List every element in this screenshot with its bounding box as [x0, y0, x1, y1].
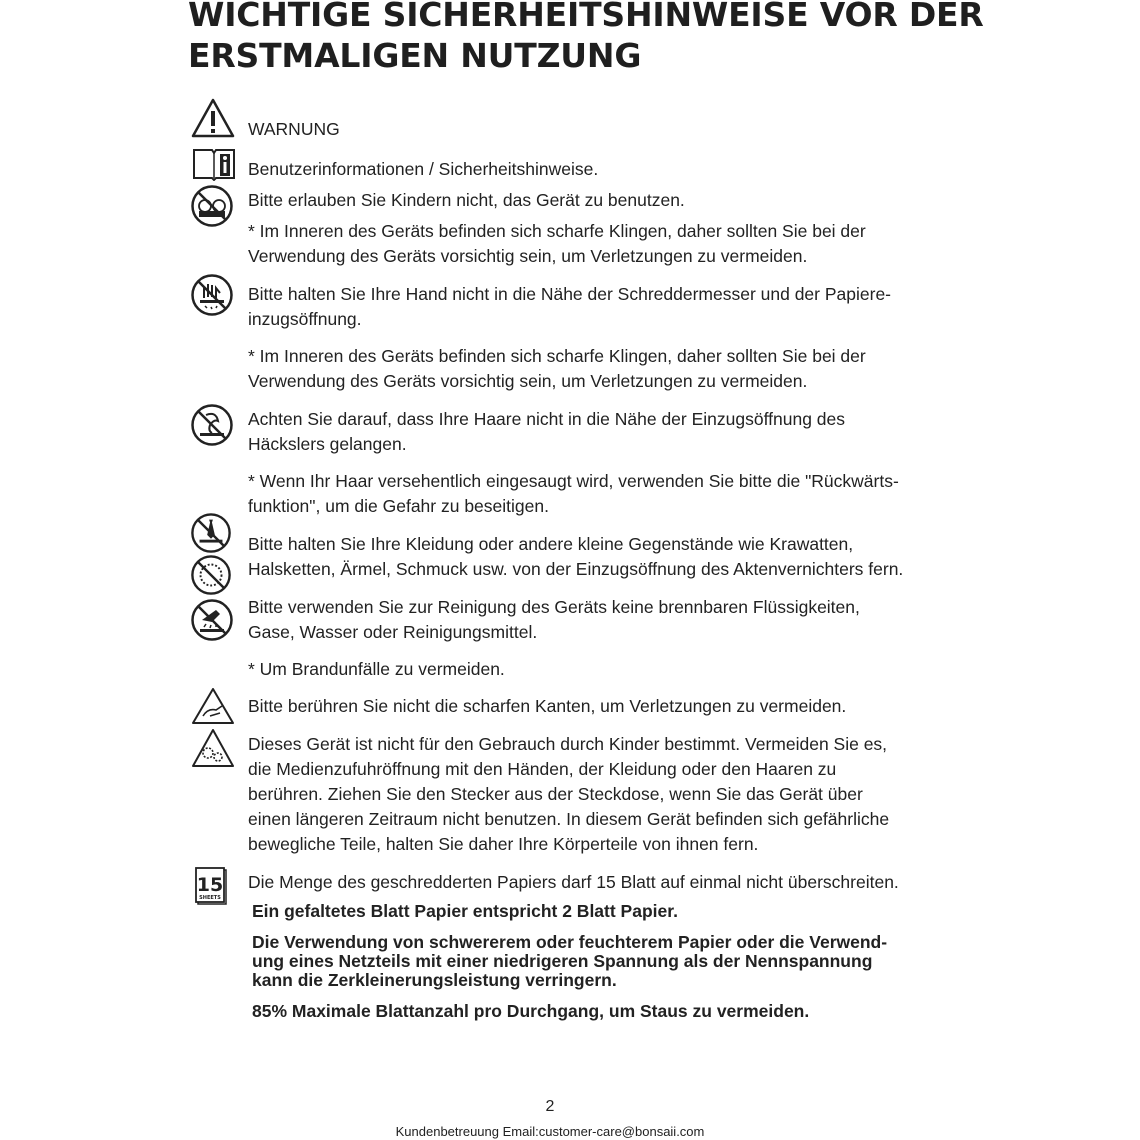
title-line-1: WICHTIGE SICHERHEITSHINWEISE VOR DER [188, 0, 984, 34]
sheets-icon-number: 15 [196, 874, 224, 896]
max-sheets-note: 85% Maximale Blattanzahl pro Durchgang, um Staus zu vermeiden. [252, 1001, 810, 1021]
edges-warning: Bitte berühren Sie nicht die scharfen Kanten, um Verletzungen zu vermeiden. [248, 696, 847, 716]
children-warning: Bitte erlauben Sie Kindern nicht, das Gerät zu benutzen. [248, 190, 685, 210]
manual-info-icon [191, 147, 237, 181]
heavy-paper-line-3: kann die Zerkleinerungsleistung verringern. [252, 970, 617, 990]
clothing-warning-line-1: Bitte halten Sie Ihre Kleidung oder andere kleine Gegenstände wie Krawatten, [248, 534, 854, 554]
page-title [188, 0, 984, 76]
no-children-icon [190, 184, 234, 228]
moving-parts-line-2: die Medienzufuhröffnung mit den Händen, der Kleidung oder den Haaren zu [248, 759, 837, 779]
hair-warning-line-1: Achten Sie darauf, dass Ihre Haare nicht in die Nähe der Einzugsöffnung des [248, 409, 845, 429]
blades-note-2-line-1: * Im Inneren des Geräts befinden sich scharfe Klingen, daher sollten Sie bei der [248, 346, 866, 366]
page-number: 2 [545, 1098, 555, 1115]
no-necklace-icon [190, 554, 232, 596]
sharp-edges-icon [190, 686, 236, 726]
moving-parts-line-4: einen längeren Zeitraum nicht benutzen. In diesem Gerät befinden sich gefährliche [248, 809, 890, 829]
user-info-text: Benutzerinformationen / Sicherheitshinweise. [248, 159, 599, 179]
moving-parts-line-3: berühren. Ziehen Sie den Stecker aus der Steckdose, wenn Sie das Gerät über [248, 784, 863, 804]
hair-note-line-2: funktion", um die Gefahr zu beseitigen. [248, 496, 549, 516]
cleaning-warning-line-1: Bitte verwenden Sie zur Reinigung des Geräts keine brennbaren Flüssigkeiten, [248, 597, 860, 617]
blades-note-1-line-1: * Im Inneren des Geräts befinden sich scharfe Klingen, daher sollten Sie bei der [248, 221, 866, 241]
moving-parts-line-1: Dieses Gerät ist nicht für den Gebrauch durch Kinder bestimmt. Vermeiden Sie es, [248, 734, 888, 754]
no-tie-icon [190, 512, 232, 554]
sheets-icon-label: SHEETS [199, 895, 221, 901]
moving-parts-line-5: bewegliche Teile, halten Sie daher Ihre Körperteile von ihnen fern. [248, 834, 759, 854]
blades-note-1-line-2: Verwendung des Geräts vorsichtig sein, um Verletzungen zu vermeiden. [248, 246, 808, 266]
folded-sheet-note: Ein gefaltetes Blatt Papier entspricht 2 Blatt Papier. [252, 901, 678, 921]
warning-label: WARNUNG [248, 119, 340, 139]
blades-note-2-line-2: Verwendung des Geräts vorsichtig sein, um Verletzungen zu vermeiden. [248, 371, 808, 391]
no-hand-icon [190, 273, 234, 317]
fire-note: * Um Brandunfälle zu vermeiden. [248, 659, 505, 679]
heavy-paper-line-1: Die Verwendung von schwererem oder feuchterem Papier oder die Verwend- [252, 932, 888, 952]
hand-warning-line-1: Bitte halten Sie Ihre Hand nicht in die Nähe der Schreddermesser und der Papiere- [248, 284, 892, 304]
heavy-paper-line-2: ung eines Netzteils mit einer niedrigeren Spannung als der Nennspannung [252, 951, 873, 971]
sheets-limit-text: Die Menge des geschredderten Papiers darf 15 Blatt auf einmal nicht überschreiten. [248, 872, 899, 892]
moving-parts-icon [190, 727, 236, 769]
footer-contact: Kundenbetreuung Email:customer-care@bonsaii.com [395, 1124, 705, 1139]
no-liquids-icon [190, 598, 234, 642]
title-line-2: ERSTMALIGEN NUTZUNG [188, 36, 642, 75]
hand-warning-line-2: inzugsöffnung. [248, 309, 362, 329]
cleaning-warning-line-2: Gase, Wasser oder Reinigungsmittel. [248, 622, 538, 642]
clothing-warning-line-2: Halsketten, Ärmel, Schmuck usw. von der Einzugsöffnung des Aktenvernichters fern. [248, 559, 904, 579]
no-hair-icon [190, 403, 234, 447]
hair-note-line-1: * Wenn Ihr Haar versehentlich eingesaugt wird, verwenden Sie bitte die "Rückwärts- [248, 471, 899, 491]
hair-warning-line-2: Häckslers gelangen. [248, 434, 407, 454]
sheets-capacity-icon [194, 865, 230, 907]
warning-triangle-icon [190, 97, 236, 139]
